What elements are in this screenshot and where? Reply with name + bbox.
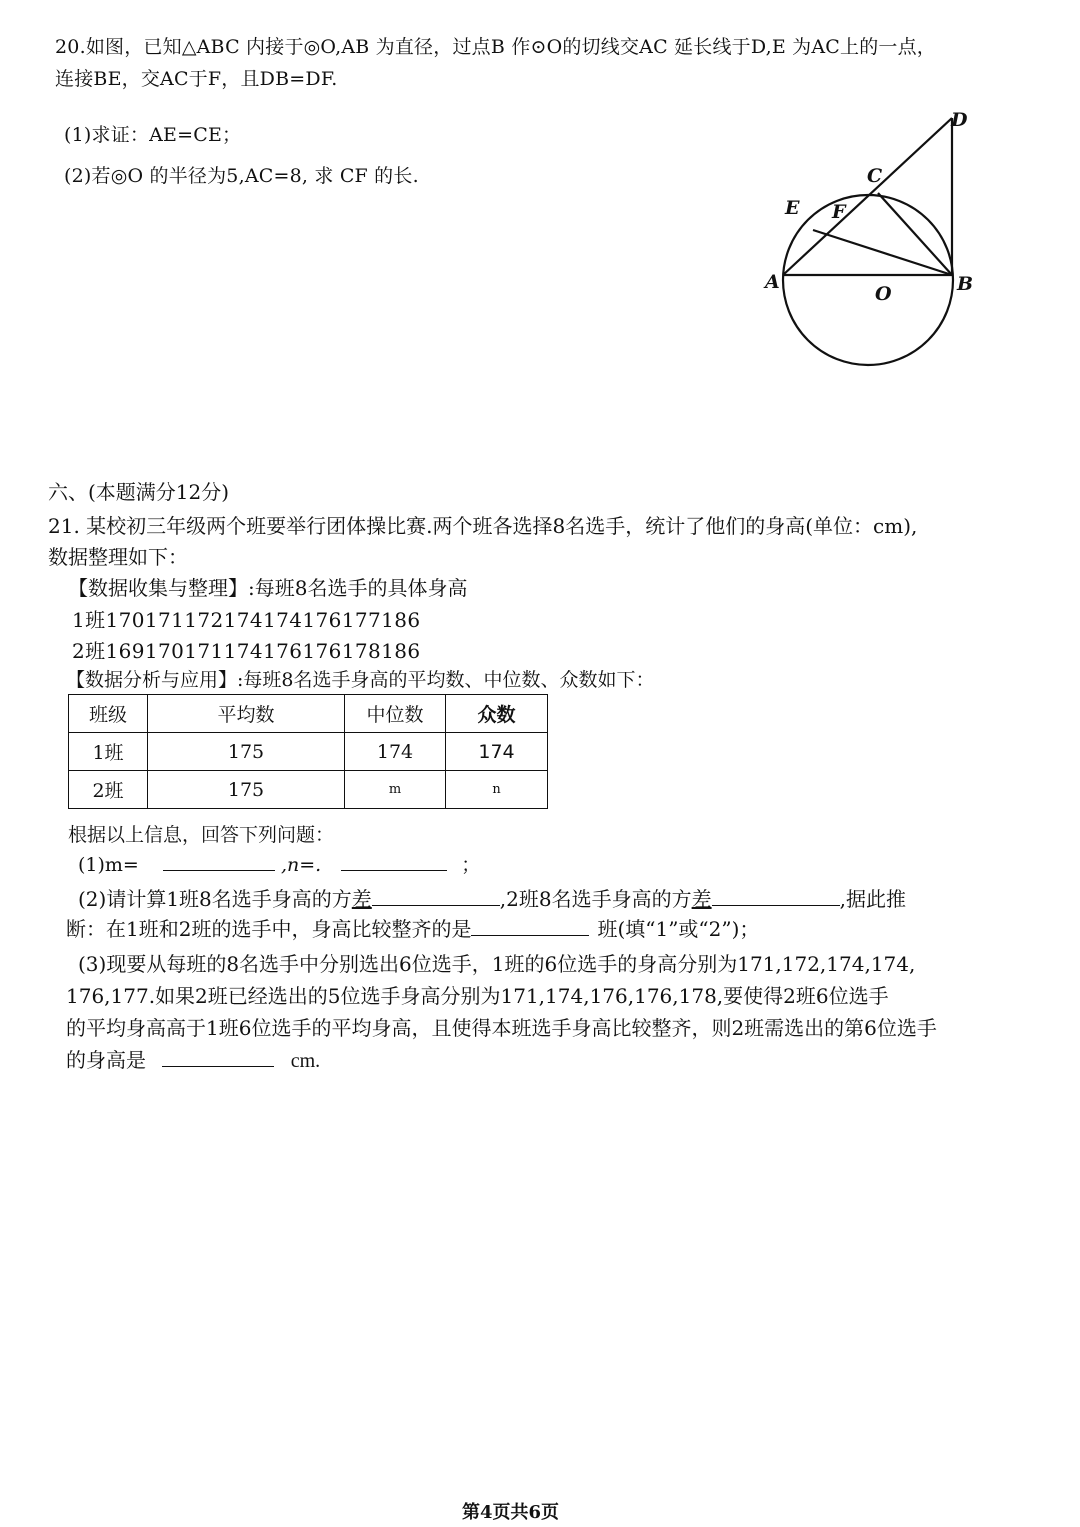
p2-a-ul: 差 bbox=[351, 887, 372, 911]
p3-line4-a: 的身高是 bbox=[66, 1048, 146, 1072]
section6-heading: 六、(本题满分12分) bbox=[48, 480, 230, 504]
table-cell: 2班 bbox=[69, 771, 148, 809]
q21-part3-line4 bbox=[66, 1044, 320, 1073]
answer-blank-height[interactable] bbox=[162, 1046, 274, 1067]
table-header-cell: 众数 bbox=[446, 695, 548, 733]
answer-blank-class[interactable] bbox=[471, 915, 589, 936]
label-e: E bbox=[785, 197, 800, 219]
line-ad bbox=[783, 118, 952, 275]
table-row bbox=[69, 733, 548, 771]
p2-line2-a: 断：在1班和2班的选手中，身高比较整齐的是 bbox=[66, 917, 472, 941]
table-header-cell: 中位数 bbox=[345, 695, 446, 733]
q21-part3-line1: (3)现要从每班的8名选手中分别选出6位选手，1班的6位选手的身高分别为171,172,174,174, bbox=[78, 952, 916, 976]
p2-b: ,2班8名选手身高的方 bbox=[499, 887, 692, 911]
q21-part3-line3: 的平均身高高于1班6位选手的平均身高，且使得本班选手身高比较整齐，则2班需选出的第6位选手 bbox=[66, 1016, 937, 1040]
table-cell: 174 bbox=[345, 733, 446, 771]
p2-line2-b: 班(填“1”或“2”)； bbox=[597, 917, 760, 941]
q21-collect-heading: 【数据收集与整理】:每班8名选手的具体身高 bbox=[68, 576, 468, 600]
q21-analysis-heading: 【数据分析与应用】:每班8名选手身高的平均数、中位数、众数如下： bbox=[66, 669, 655, 691]
q21-part2-line2 bbox=[66, 913, 759, 942]
label-b: B bbox=[957, 273, 974, 295]
table-header-cell: 平均数 bbox=[148, 695, 345, 733]
table-cell: 174 bbox=[446, 733, 548, 771]
table-cell: 175 bbox=[148, 733, 345, 771]
q20-part2: (2)若◎O 的半径为5,AC=8, 求 CF 的长. bbox=[64, 165, 419, 187]
answer-blank-m[interactable] bbox=[163, 850, 275, 871]
table-cell: 1班 bbox=[69, 733, 148, 771]
q20-part1: (1)求证：AE=CE； bbox=[64, 124, 242, 146]
p2-c: ,据此推 bbox=[839, 887, 906, 911]
label-f: F bbox=[832, 201, 846, 223]
circle-o bbox=[783, 195, 953, 365]
geometry-figure bbox=[755, 100, 1015, 370]
table-header-cell: 班级 bbox=[69, 695, 148, 733]
q21-intro-line2: 数据整理如下： bbox=[48, 545, 188, 569]
label-a: A bbox=[765, 271, 780, 293]
table-cell: 175 bbox=[148, 771, 345, 809]
label-d: D bbox=[951, 109, 968, 131]
stats-table bbox=[68, 694, 548, 809]
q20-line1: 20.如图，已知△ABC 内接于◎O,AB 为直径，过点B 作⊙O的切线交AC 延长线于D,E 为AC上的一点， bbox=[55, 36, 937, 58]
table-header-row bbox=[69, 695, 548, 733]
table-row bbox=[69, 771, 548, 809]
answer-blank-variance1[interactable] bbox=[372, 885, 500, 906]
p1-prefix: (1)m= bbox=[78, 854, 139, 876]
q21-class2-data: 2班169170171174176176178186 bbox=[72, 639, 421, 663]
q21-part3-line2: 176,177.如果2班已经选出的5位选手身高分别为171,174,176,176,178,要使得2班6位选手 bbox=[66, 984, 889, 1008]
answer-blank-n[interactable] bbox=[341, 850, 447, 871]
q21-prompt: 根据以上信息，回答下列问题： bbox=[68, 824, 335, 846]
page-footer: 第4页共6页 bbox=[462, 1502, 560, 1523]
answer-blank-variance2[interactable] bbox=[712, 885, 840, 906]
q20-line2: 连接BE，交AC于F，且DB=DF. bbox=[55, 68, 338, 90]
p2-b-ul: 差 bbox=[691, 887, 712, 911]
label-o: O bbox=[875, 283, 892, 305]
p2-a: (2)请计算1班8名选手身高的方 bbox=[78, 887, 352, 911]
q21-class1-data: 1班170171172174174176177186 bbox=[72, 608, 421, 632]
p1-end: ； bbox=[461, 854, 481, 876]
table-cell: n bbox=[446, 771, 548, 809]
table-cell: m bbox=[345, 771, 446, 809]
q21-part2-line1 bbox=[78, 883, 906, 912]
q21-intro-line1: 21. 某校初三年级两个班要举行团体操比赛.两个班各选择8名选手，统计了他们的身高(单位：cm), bbox=[48, 514, 918, 538]
p1-mid: ,n=. bbox=[280, 854, 322, 876]
p3-line4-b: cm. bbox=[290, 1050, 321, 1072]
label-c: C bbox=[867, 165, 883, 187]
q21-part1 bbox=[78, 850, 480, 877]
